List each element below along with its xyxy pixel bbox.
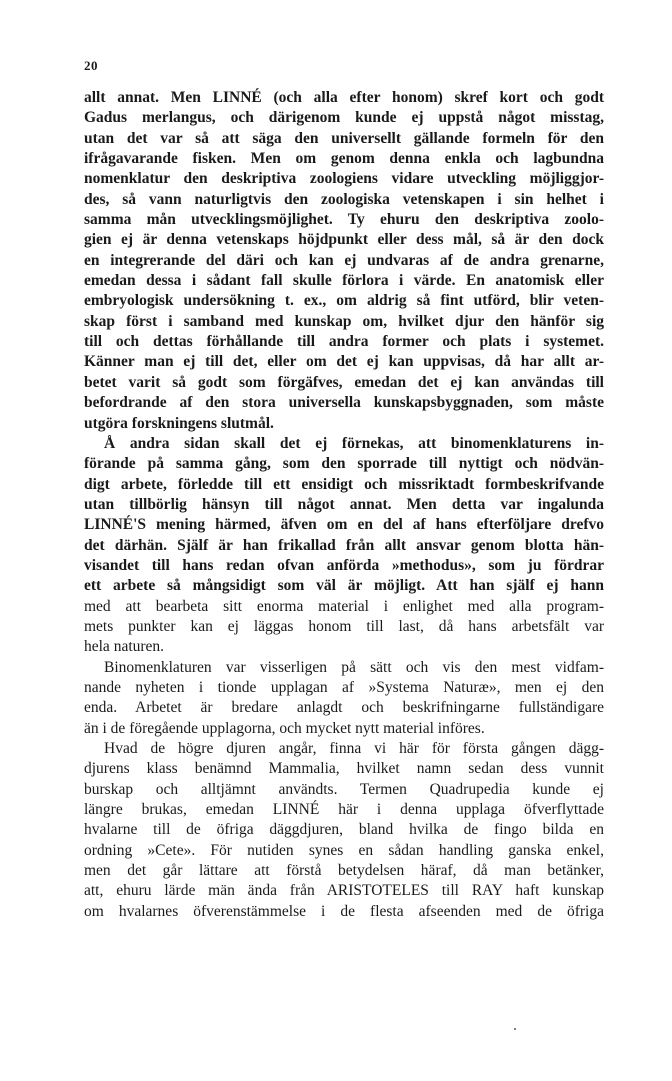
text-line: Hvad de högre djuren angår, finna vi här för första gången dägg- xyxy=(104,740,604,757)
text-line: LINNÉ'S mening härmed, äfven om en del af hans efterföljare drefvo xyxy=(84,516,604,534)
text-line: ifrågavarande fisken. Men om genom denna enkla och lagbundna xyxy=(84,150,604,168)
page-number: 20 xyxy=(84,58,98,73)
text-line: än i de föregående upplagorna, och mycket nytt material införes. xyxy=(84,719,485,737)
body-text xyxy=(84,88,604,922)
text-line: hvalarne till de öfriga däggdjuren, bland hvilka de fingo bilda en xyxy=(84,821,604,839)
text-line: Å andra sidan skall det ej förnekas, att binomenklaturens in- xyxy=(104,434,604,452)
text-line: mets punkter kan ej läggas honom till last, då hans arbetsfält var xyxy=(84,617,604,635)
text-line: skap först i samband med kunskap om, hvilket djur den hänför sig xyxy=(84,312,604,330)
text-line: om hvalarnes öfverenstämmelse i de flesta afseenden med de öfriga xyxy=(84,902,604,920)
text-line: längre brukas, emedan LINNÉ här i denna upplaga öfverflyttade xyxy=(84,801,604,819)
text-line: utgöra forskningens slutmål. xyxy=(84,414,274,432)
text-line: samma mån utvecklingsmöjlighet. Ty ehuru den deskriptiva zoolo- xyxy=(84,211,604,229)
text-line: Känner man ej till det, eller om det ej kan uppvisas, då har allt ar- xyxy=(84,353,604,371)
text-line: burskap och alltjämnt användts. Termen Quadrupedia kunde ej xyxy=(84,780,604,798)
text-line: hela naturen. xyxy=(84,638,165,656)
text-line: enda. Arbetet är bredare anlagdt och beskrifningarne fullständigare xyxy=(84,699,604,717)
text-line: allt annat. Men LINNÉ (och alla efter honom) skref kort och godt xyxy=(84,89,604,106)
text-line: utan tillbörlig hänsyn till något annat. Men detta var ingalunda xyxy=(84,495,604,513)
text-line: djurens klass benämnd Mammalia, hvilket namn sedan dess vunnit xyxy=(84,760,604,778)
text-line: digt arbete, förledde till ett ensidigt och missriktadt formbeskrifvande xyxy=(84,475,604,493)
text-line: befordrande af den stora universella kunskapsbyggnaden, som måste xyxy=(84,394,604,412)
text-line: men det går lättare att förstå betydelsen häraf, då man betänker, xyxy=(84,862,604,880)
text-line: des, så vann naturligtvis den zoologiska vetenskapen i sin helhet i xyxy=(84,190,604,208)
text-line: visandet till hans redan ofvan anförda »methodus», som ju fördrar xyxy=(84,556,604,574)
text-line: embryologisk undersökning t. ex., om aldrig så fint utförd, blir veten- xyxy=(84,292,604,310)
text-line: till och dettas förhållande till andra former och plats i systemet. xyxy=(84,333,604,351)
text-line: utan det var så att säga den universellt gällande formeln för den xyxy=(84,129,604,147)
text-line: betet varit så godt som förgäfves, emedan det ej kan användas till xyxy=(84,373,604,391)
print-speck xyxy=(514,1028,516,1030)
text-line: Gadus merlangus, och därigenom kunde ej uppstå något misstag, xyxy=(84,109,604,127)
text-line: att, ehuru lärde män ända från ARISTOTELES till RAY haft kunskap xyxy=(84,882,604,900)
text-line: nomenklatur den deskriptiva zoologiens vidare utveckling möjliggjor- xyxy=(84,170,604,188)
text-line: gien ej är denna vetenskaps höjdpunkt eller dess mål, så är den dock xyxy=(84,231,604,249)
text-line: Binomenklaturen var visserligen på sätt och vis den mest vidfam- xyxy=(104,658,604,676)
text-line: en integrerande del däri och kan ej undvaras af de andra grenarne, xyxy=(84,251,604,269)
text-line: emedan dessa i sådant fall skulle förlora i värde. En anatomisk eller xyxy=(84,272,604,290)
text-line: ordning »Cete». För nutiden synes en sådan handling ganska enkel, xyxy=(84,841,604,859)
text-line: nande nyheten i tionde upplagan af »Systema Naturæ», men ej den xyxy=(84,678,604,696)
text-line: med att bearbeta sitt enorma material i enlighet med alla program- xyxy=(84,597,604,615)
text-line: det därhän. Själf är han frikallad från allt ansvar genom blotta hän- xyxy=(84,536,604,554)
text-line: ett arbete så mångsidigt som väl är möjligt. Att han själf ej hann xyxy=(84,577,604,595)
text-line: förande på samma gång, som den sporrade till nyttigt och nödvän- xyxy=(84,455,604,473)
